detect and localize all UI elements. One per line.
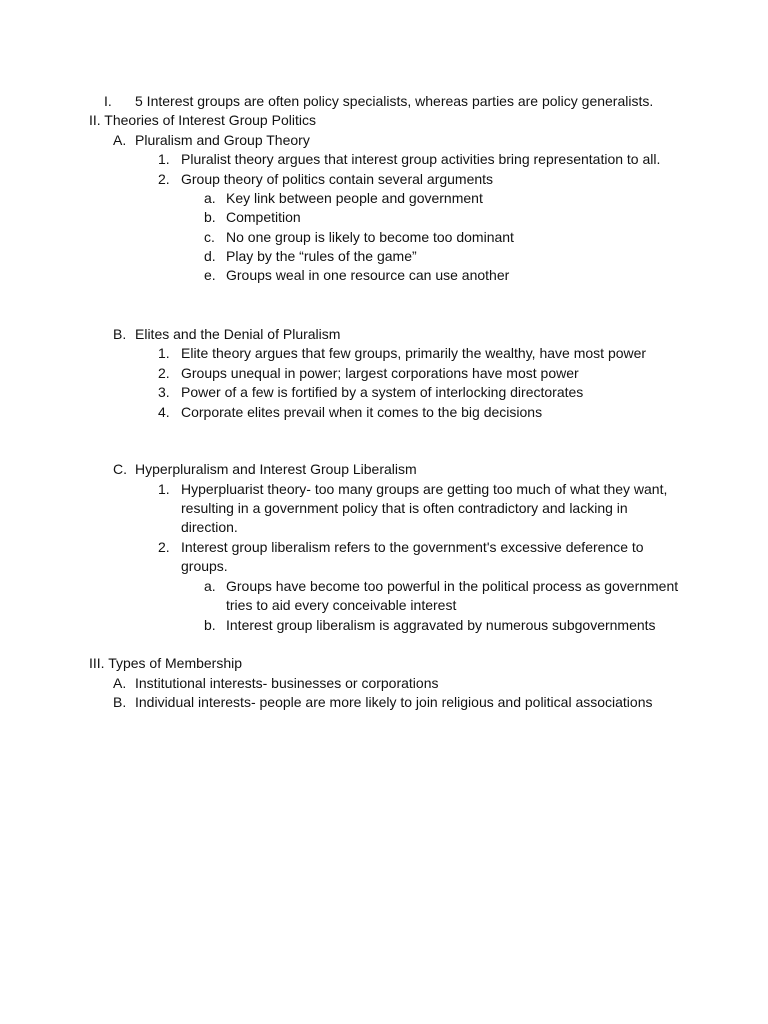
sub-list-item-text: Play by the “rules of the game” [226, 248, 417, 264]
sub-list-item-text: Competition [226, 209, 301, 225]
outline-marker: B. [113, 694, 127, 710]
list-item-text: Individual interests- people are more likely to join religious and political associations [135, 694, 653, 710]
outline-marker: 4. [158, 404, 170, 420]
list-item-text: Institutional interests- businesses or corporations [135, 675, 439, 691]
outline-marker: 1. [158, 481, 170, 497]
sub-list-item-text: Groups weal in one resource can use another [226, 267, 510, 283]
list-item-text: resulting in a government policy that is often contradictory and lacking in [181, 500, 628, 516]
outline-marker: b. [204, 209, 216, 225]
list-item-text: groups. [181, 558, 228, 574]
subsection-title: Hyperpluralism and Interest Group Liberalism [135, 461, 417, 477]
outline-marker: d. [204, 248, 216, 264]
outline-marker: 1. [158, 345, 170, 361]
outline-marker: e. [204, 267, 216, 283]
outline-marker: 2. [158, 539, 170, 555]
sub-list-item-text: Interest group liberalism is aggravated by numerous subgovernments [226, 617, 656, 633]
list-item-text: Group theory of politics contain several arguments [181, 171, 494, 187]
outline-marker: B. [113, 326, 127, 342]
sub-list-item-text: No one group is likely to become too dominant [226, 229, 514, 245]
outline-marker: b. [204, 617, 216, 633]
list-item-text: direction. [181, 519, 238, 535]
list-item-text: Interest group liberalism refers to the government's excessive deference to [181, 539, 644, 555]
outline-text: 5 Interest groups are often policy specialists, whereas parties are policy generalists. [135, 93, 654, 109]
outline-marker: 1. [158, 151, 170, 167]
outline-marker: 3. [158, 384, 170, 400]
sub-list-item-text: Groups have become too powerful in the political process as government [226, 578, 679, 594]
outline-marker: a. [204, 578, 216, 594]
list-item-text: Groups unequal in power; largest corporations have most power [181, 365, 579, 381]
outline-marker: I. [104, 93, 112, 109]
list-item-text: Corporate elites prevail when it comes to the big decisions [181, 404, 543, 420]
sub-list-item-text: Key link between people and government [226, 190, 483, 206]
subsection-title: Pluralism and Group Theory [135, 132, 310, 148]
outline-marker: 2. [158, 171, 170, 187]
list-item-text: Elite theory argues that few groups, primarily the wealthy, have most power [181, 345, 647, 361]
outline-marker: 2. [158, 365, 170, 381]
list-item-text: Hyperpluarist theory- too many groups are getting too much of what they want, [181, 481, 668, 497]
outline-marker: C. [113, 461, 127, 477]
outline-marker: A. [113, 675, 127, 691]
list-item-text: Power of a few is fortified by a system of interlocking directorates [181, 384, 584, 400]
outline-marker: c. [204, 229, 215, 245]
list-item-text: Pluralist theory argues that interest group activities bring representation to all. [181, 151, 661, 167]
subsection-title: Elites and the Denial of Pluralism [135, 326, 341, 342]
outline-marker: A. [113, 132, 127, 148]
section-heading-text: III. Types of Membership [89, 655, 243, 671]
section-heading-text: II. Theories of Interest Group Politics [89, 112, 316, 128]
outline-marker: a. [204, 190, 216, 206]
sub-list-item-text: tries to aid every conceivable interest [226, 597, 457, 613]
